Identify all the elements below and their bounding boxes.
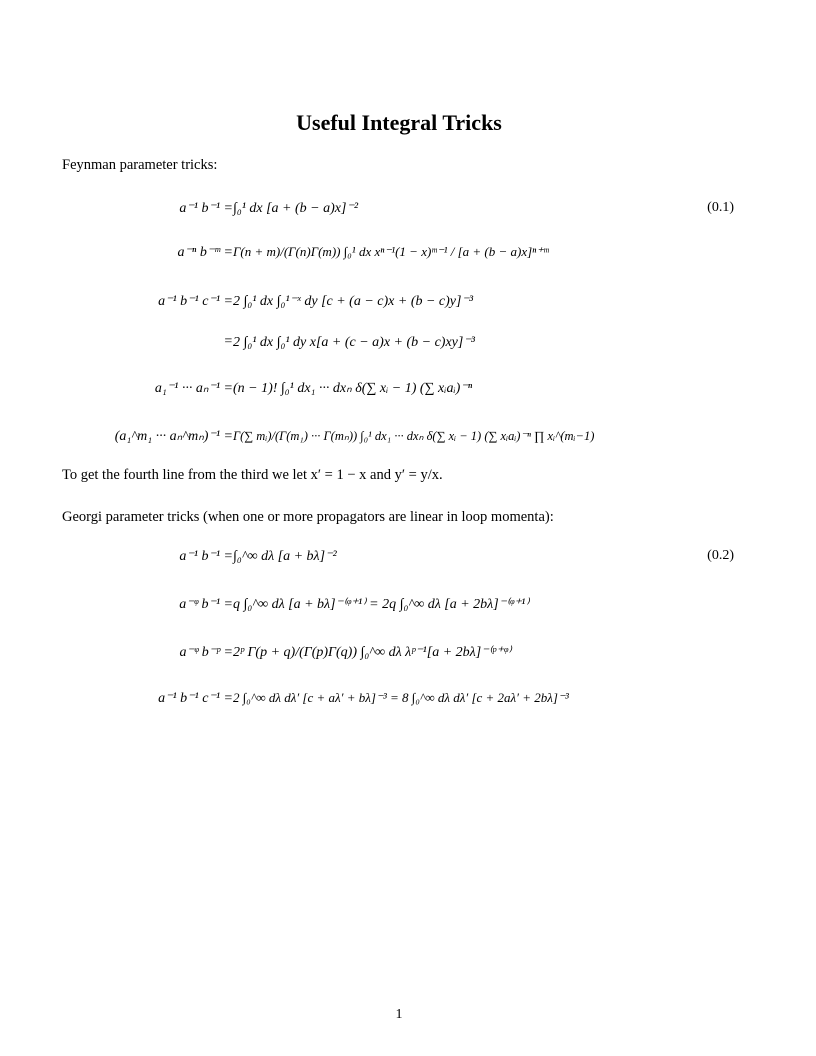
equation-rhs: q ∫₀^∞ dλ [a + bλ]⁻⁽ᵠ⁺¹⁾ = 2q ∫₀^∞ dλ [a + 2bλ]⁻⁽ᵠ⁺¹⁾	[233, 597, 529, 612]
feynman-eq-6	[0, 420, 816, 460]
georgi-eq-1	[0, 540, 816, 580]
equation-rhs: Γ(n + m)/(Γ(n)Γ(m)) ∫₀¹ dx xⁿ⁻¹(1 − x)ᵐ⁻¹ / [a + (b − a)x]ⁿ⁺ᵐ	[233, 244, 549, 259]
equation-lhs: a⁻ᵠ b⁻¹ =	[179, 597, 233, 612]
equation-lhs: a⁻¹ b⁻¹ c⁻¹ =	[158, 691, 233, 706]
equation-number: (0.1)	[707, 200, 734, 215]
georgi-eq-4	[0, 682, 816, 722]
georgi-eq-3	[0, 636, 816, 676]
equation-rhs: 2 ∫₀^∞ dλ dλ′ [c + aλ′ + bλ]⁻³ = 8 ∫₀^∞ dλ dλ′ [c + 2aλ′ + 2bλ]⁻³	[233, 690, 569, 705]
equation-rhs: ∫₀^∞ dλ [a + bλ]⁻²	[233, 549, 337, 564]
equation-rhs: Γ(∑ mᵢ)/(Γ(m₁) ··· Γ(mₙ)) ∫₀¹ dx₁ ··· dxₙ δ(∑ xᵢ − 1) (∑ xᵢaᵢ)⁻ⁿ ∏ xᵢ^(mᵢ−1)	[233, 429, 595, 443]
page-title: Useful Integral Tricks	[296, 110, 502, 135]
equation-rhs: 2 ∫₀¹ dx ∫₀¹⁻ˣ dy [c + (a − c)x + (b − c)y]⁻³	[233, 294, 474, 309]
equation-lhs: a⁻¹ b⁻¹ c⁻¹ =	[158, 294, 233, 309]
equation-lhs: a⁻ⁿ b⁻ᵐ =	[177, 245, 233, 260]
equation-rhs: (n − 1)! ∫₀¹ dx₁ ··· dxₙ δ(∑ xᵢ − 1) (∑ xᵢaᵢ)⁻ⁿ	[233, 381, 473, 396]
feynman-eq-2	[0, 236, 816, 276]
equation-lhs: a⁻ᵠ b⁻ᵖ =	[179, 645, 233, 660]
feynman-eq-4	[0, 326, 816, 366]
feynman-eq-1	[0, 192, 816, 232]
equation-number: (0.2)	[707, 548, 734, 563]
equation-rhs: 2 ∫₀¹ dx ∫₀¹ dy x[a + (c − a)x + (b − c)xy]⁻³	[233, 335, 475, 350]
equation-lhs: a₁⁻¹ ··· aₙ⁻¹ =	[154, 381, 233, 396]
equation-lhs: a⁻¹ b⁻¹ =	[179, 549, 233, 564]
equation-lhs: a⁻¹ b⁻¹ =	[179, 201, 233, 216]
equation-lhs: =	[223, 334, 233, 349]
equation-lhs: (a₁^m₁ ··· aₙ^mₙ)⁻¹ =	[114, 429, 233, 444]
georgi-eq-2	[0, 588, 816, 628]
feynman-eq-5	[0, 372, 816, 412]
page-number: 1	[395, 1007, 403, 1022]
equation-rhs: ∫₀¹ dx [a + (b − a)x]⁻²	[233, 201, 359, 216]
feynman-eq-3	[0, 285, 816, 325]
feynman-intro: Feynman parameter tricks:	[62, 157, 218, 173]
georgi-intro: Georgi parameter tricks (when one or more propagators are linear in loop momenta):	[62, 509, 554, 525]
fourth-line-note: To get the fourth line from the third we let x′ = 1 − x and y′ = y/x.	[62, 467, 443, 483]
equation-rhs: 2ᵖ Γ(p + q)/(Γ(p)Γ(q)) ∫₀^∞ dλ λᵖ⁻¹[a + 2bλ]⁻⁽ᵖ⁺ᵠ⁾	[233, 645, 512, 660]
